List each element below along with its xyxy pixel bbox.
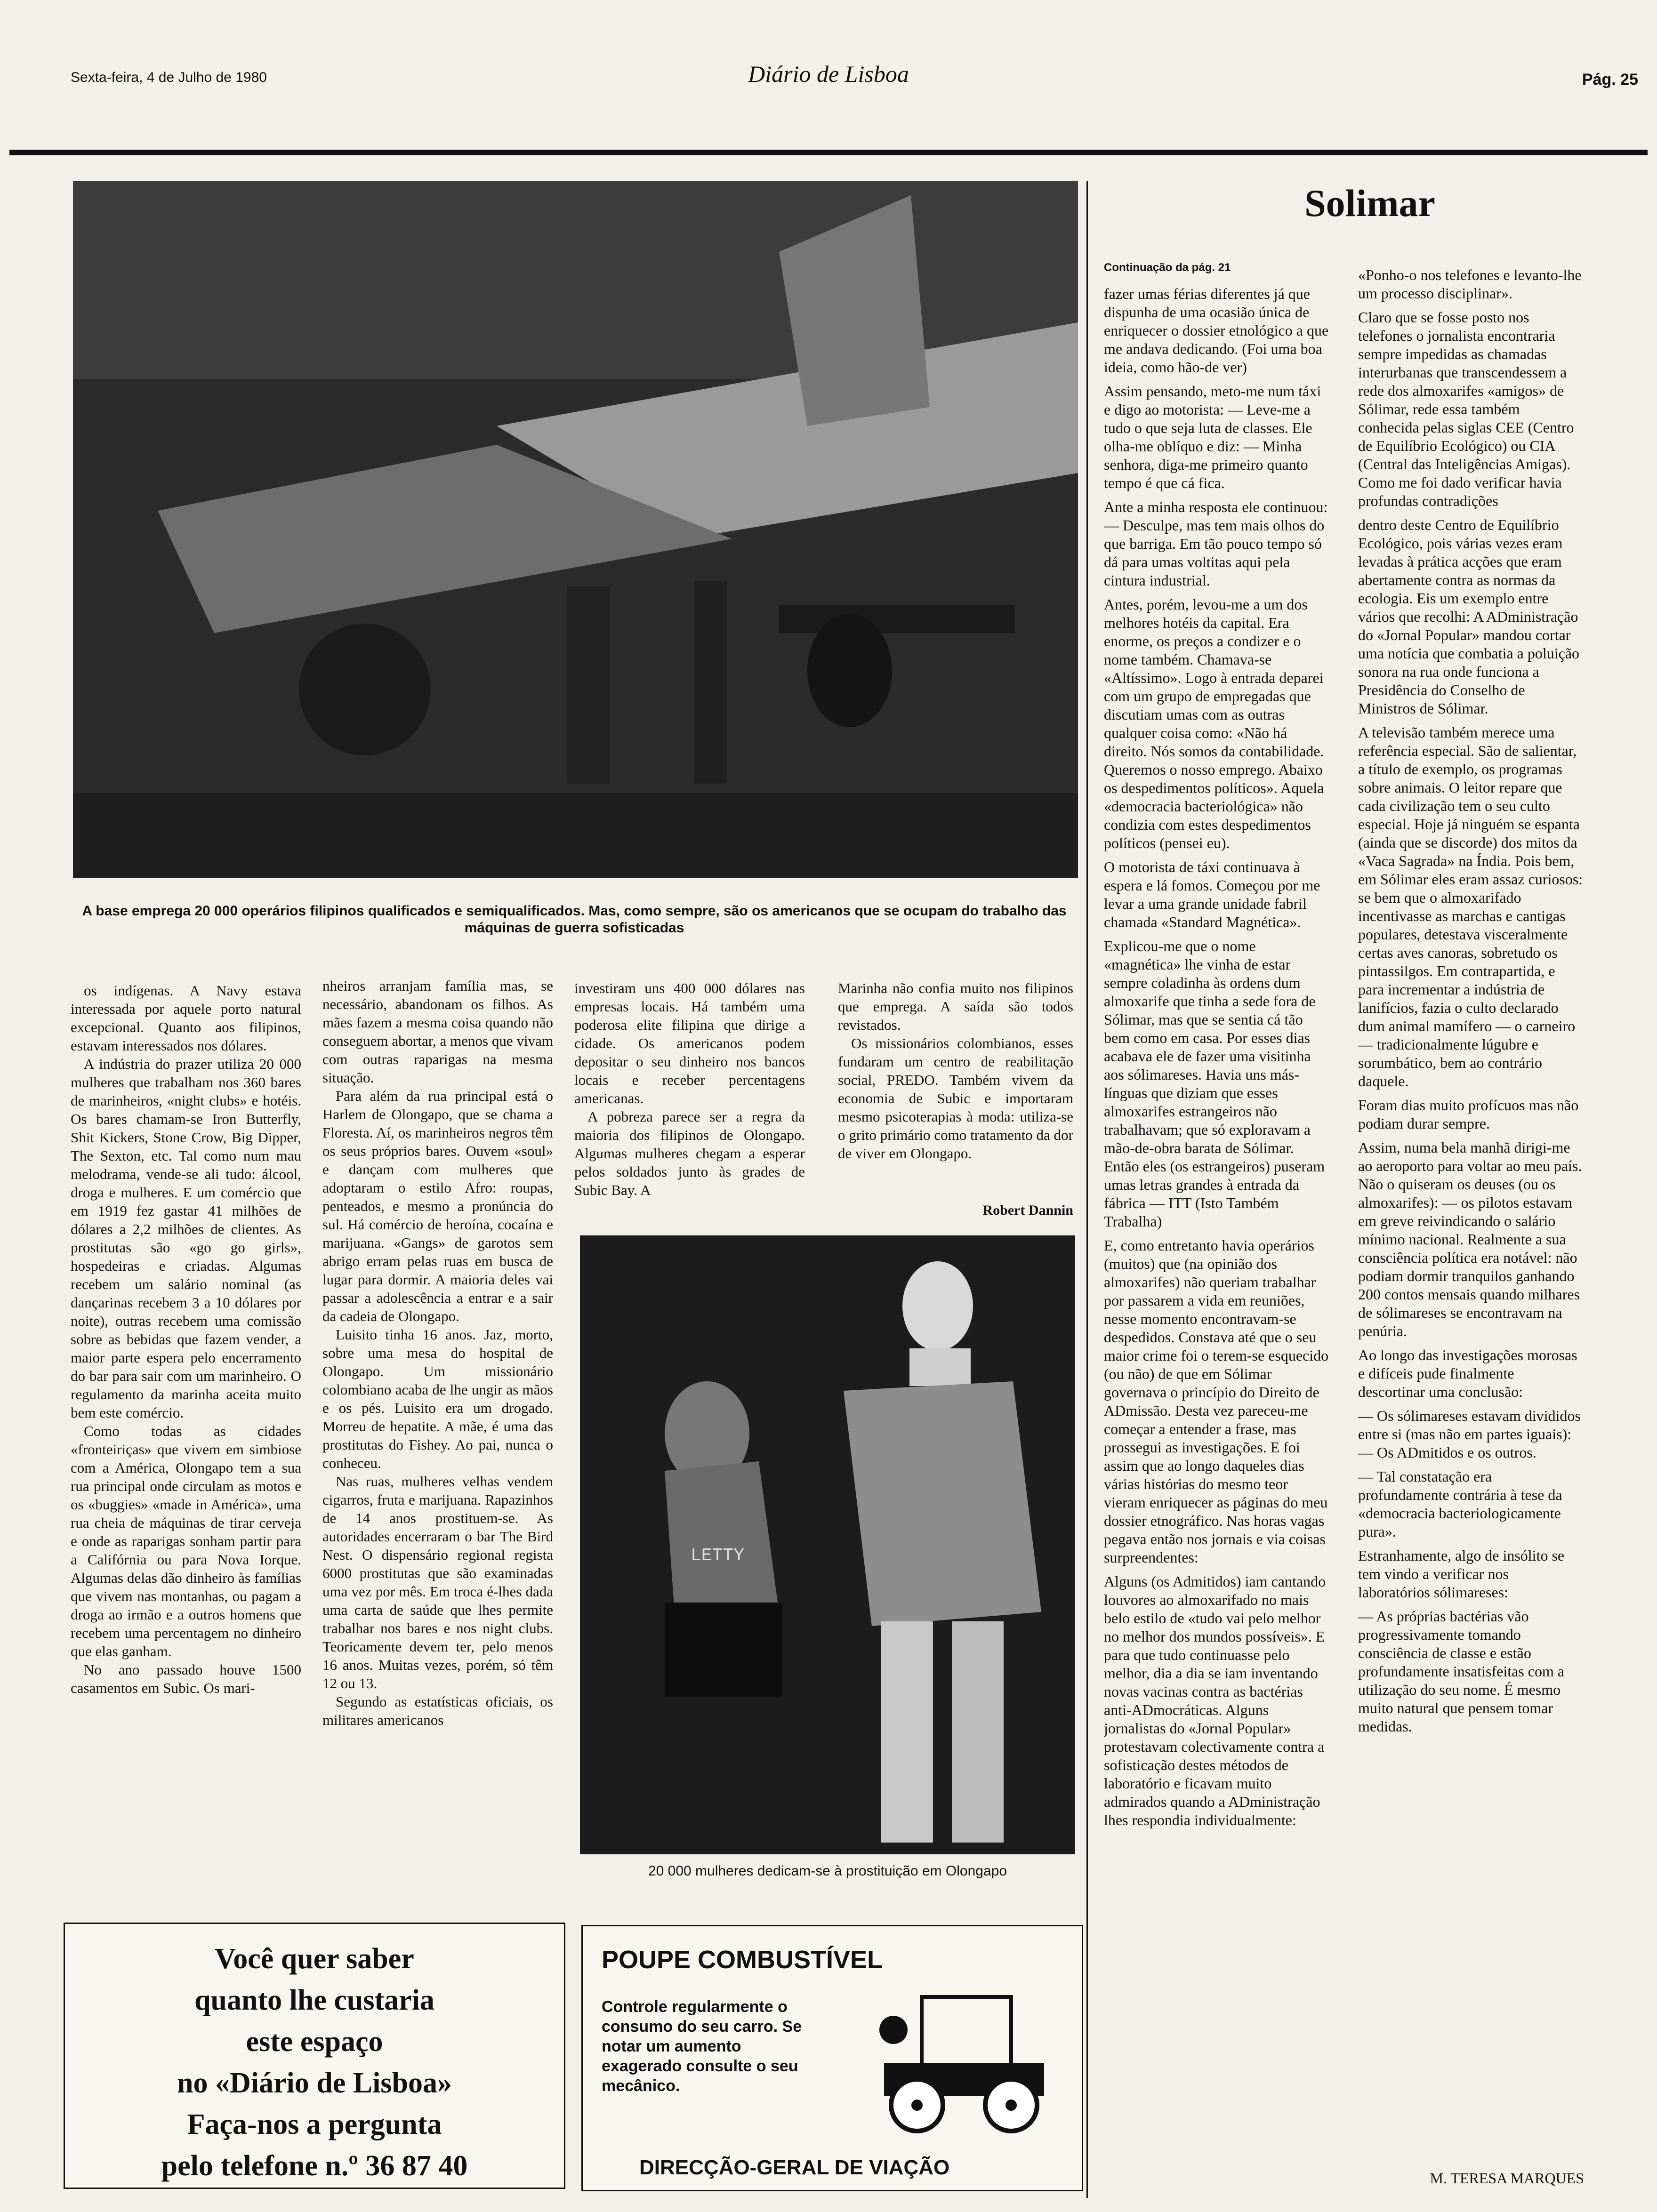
photo1-caption: A base emprega 20 000 operários filipinos qualificados e semiqualificados. Mas, como sempre, são os americanos que se ocupam do trabalho das máquinas de guerra sofisticadas bbox=[82, 903, 1067, 936]
shirt-text: LETTY bbox=[691, 1546, 745, 1566]
hangar-photo-illustration bbox=[73, 181, 1078, 878]
paragraph: Nas ruas, mulheres velhas vendem cigarros, fruta e marijuana. Rapazinhos de 14 anos prostituem-se. As autoridades encerraram o bar The Bird Nest. O dispensário regional regista 6000 prostitutas que são examinadas uma vez por mês. Em troca é-lhes dada uma carta de saúde que lhes permite trabalhar nos bares e nos night clubs. Teoricamente devem ter, pelo menos 16 anos. Muitas vezes, porém, só têm 12 ou 13. bbox=[322, 1473, 553, 1691]
fuel-ad bbox=[581, 1925, 1083, 2191]
paragraph: Os missionários colombianos, esses fundaram um centro de reabilitação social, PREDO. Também vivem da economia de Subic e importaram mesmo psicoterapias à moda: utiliza-se o grito primário como tratamento da dor de viver em Olongapo. bbox=[838, 1035, 1073, 1162]
paragraph: Explicou-me que o nome «magnética» lhe vinha de estar sempre coladinha às ordens dum almoxarife que tinha a sede fora de Sólimar, mas que se sentia cá tão bem como em casa. Por esses dias acabava ele de fazer uma visitinha aos sólimareses. Havia uns más-línguas que diziam que esses almoxarifes estrangeiros não trabalhavam; que só exploravam a mão-de-obra barata de Sólimar. Então eles (os estrangeiros) puseram umas letras grandes à entrada da fábrica — ITT (Isto Também Trabalha) bbox=[1104, 938, 1325, 1230]
fuel-ad-body: Controle regularmente o consumo do seu carro. Se notar um aumento exagerado consulte o seu mecânico. bbox=[602, 1998, 802, 2095]
olongapo-photo-illustration bbox=[580, 1235, 1075, 1854]
paragraph: — Os sólimareses estavam divididos entre si (mas não em partes iguais): — Os ADmitidos e os outros. bbox=[1358, 1407, 1581, 1461]
paper-name: Diário de Lisboa bbox=[748, 61, 909, 87]
page-number: Pág. 25 bbox=[1582, 71, 1638, 88]
hangar-photo bbox=[73, 181, 1078, 878]
paragraph: os indígenas. A Navy estava interessada por aquele porto natural excepcional. Quanto aos filipinos, estavam interessados nos dólares. bbox=[71, 982, 301, 1054]
paragraph: Estranhamente, algo de insólito se tem vindo a verificar nos laboratórios sólimareses: bbox=[1358, 1547, 1565, 1601]
paragraph: A indústria do prazer utiliza 20 000 mulheres que trabalham nos 360 bares de marinheiros, «night clubs» e hotéis. Os bares chamam-se Iron Butterfly, Shit Kickers, Stone Crow, Big Dipper, The Sexton, etc. Tal como num mau melodrama, vende-se ali tudo: álcool, droga e mulheres. E um comércio que em 1919 fez gastar 41 milhões de dólares a 2,2 milhões de clientes. As prostitutas são «go go girls», hospedeiras e criadas. Algumas recebem um salário nominal (as dançarinas recebem 3 a 10 dólares por noite), outras recebem uma comissão sobre as bebidas que fazem vender, a maior parte espera pelo encerramento do bar para sair com um marinheiro. O regulamento da marinha aceita muito bem este comércio. bbox=[71, 1056, 301, 1421]
paragraph: No ano passado houve 1500 casamentos em Subic. Os mari- bbox=[71, 1661, 301, 1696]
paragraph: nheiros arranjam família mas, se necessário, abandonam os filhos. As mães fazem a mesma coisa quando não conseguem abortar, a menos que vivam com outras raparigas na mesma situação. bbox=[322, 978, 553, 1086]
paragraph: Alguns (os Admitidos) iam cantando louvores ao almoxarifado no mais belo estilo de «tudo vai pelo melhor no melhor dos mundos possíveis». E para que tudo continuasse pelo melhor, dia a dia se iam inventando novas vacinas contra as bactérias anti-ADmocráticas. Alguns jornalistas do «Jornal Popular» protestavam colectivamente contra a sofisticação destes métodos de laboratório e ficavam muito admirados quando a ADministração lhes respondia individualmente: bbox=[1104, 1573, 1326, 1828]
paragraph: «Ponho-o nos telefones e levanto-lhe um processo disciplinar». bbox=[1358, 266, 1582, 302]
paragraph: A pobreza parece ser a regra da maioria dos filipinos de Olongapo. Algumas mulheres chegam a esperar pelos soldados junto às grades de Subic Bay. A bbox=[574, 1108, 805, 1198]
paragraph: E, como entretanto havia operários (muitos) que (na opinião dos almoxarifes) não queriam trabalhar por passarem a vida em reuniões, nesse momento encontravam-se despedidos. Constava até que o seu maior crime foi o terem-se esquecido (ou não) de que em Sólimar governava o princípio do Direito de ADmissão. Desta vez pareceu-me começar a entender a frase, mas prossegui as investigações. E foi assim que ao longo daqueles dias várias histórias do mesmo teor vieram enriquecer as páginas do meu dossier etnográfico. Nas horas vagas pegava então nos jornais e via coisas surpreendentes: bbox=[1104, 1237, 1329, 1566]
ad-line: no «Diário de Lisboa» bbox=[177, 2067, 452, 2099]
paragraph: dentro deste Centro de Equilíbrio Ecológico, pois várias vezes eram levadas à prática acções que eram abertamente contra as normas da ecologia. Eis um exemplo entre vários que recolhi: A ADministração do «Jornal Popular» mandou cortar uma notícia que combatia a poluição sonora na rua onde funciona a Presidência do Conselho de Ministros de Sólimar. bbox=[1358, 516, 1580, 717]
article-col-1 bbox=[71, 981, 301, 1904]
paragraph: fazer umas férias diferentes já que dispunha de uma ocasião única de enriquecer o dossier etnológico a que me andava dedicando. (Foi uma boa ideia, como hão-de ver) bbox=[1104, 285, 1329, 376]
ad-line: Você quer saber bbox=[215, 1943, 414, 1975]
paragraph: Assim, numa bela manhã dirigi-me ao aeroporto para voltar ao meu país. Não o quiseram os deuses (ou os almoxarifes): — os pilotos estavam em greve reivindicando o salário mínimo nacional. Realmente a sua consciência política era notável: não podiam dormir tranquilos ganhando 200 contos mensais quando milhares de sólimareses se encontravam na penúria. bbox=[1358, 1139, 1582, 1339]
olongapo-photo bbox=[580, 1235, 1075, 1854]
photo2-caption: 20 000 mulheres dedicam-se à prostituição em Olongapo bbox=[648, 1863, 1007, 1879]
paragraph: — Tal constatação era profundamente contrária à tese da «democracia bacteriologicamente pura». bbox=[1358, 1468, 1562, 1540]
solimar-continuation: Continuação da pág. 21 bbox=[1104, 261, 1231, 274]
paragraph: Ante a minha resposta ele continuou: — Desculpe, mas tem mais olhos do que barriga. Em tão pouco tempo só dá para umas voltitas aqui pela cintura industrial. bbox=[1104, 498, 1328, 589]
article-col-2 bbox=[322, 977, 553, 1904]
paragraph: A televisão também merece uma referência especial. São de salientar, a título de exemplo, os programas sobre animais. O leitor repare que cada civilização tem o seu culto especial. Hoje já ninguém se espanta (ainda que se discorde) dos mitos da «Vaca Sagrada» na Índia. Pois bem, em Sólimar eles eram assaz curiosos: se bem que o almoxarifado incentivasse as marchas e cantigas populares, detestava visceralmente certas aves canoras, sobretudo os pintassilgos. Em contrapartida, e para incrementar a indústria de lanifícios, fazia o culto declarado dum animal mamífero — o carneiro — tradicionalmente lúgubre e sorumbático, bem ao contrário daquele. bbox=[1358, 724, 1583, 1090]
paragraph: Claro que se fosse posto nos telefones o jornalista encontraria sempre impedidas as chamadas interurbanas que transcendessem a rede dos almoxarifes «amigos» de Sólimar, rede essa também conhecida pelas siglas CEE (Centro de Equilíbrio Ecológico) ou CIA (Central das Inteligências Amigas). Como me foi dado verificar havia profundas contradições bbox=[1358, 309, 1574, 509]
header-date: Sexta-feira, 4 de Julho de 1980 bbox=[71, 70, 267, 85]
solimar-col-b bbox=[1358, 266, 1584, 2132]
paragraph: Foram dias muito profícuos mas não podiam durar sempre. bbox=[1358, 1097, 1579, 1132]
ad-line: quanto lhe custaria bbox=[194, 1984, 434, 2016]
paragraph: Luisito tinha 16 anos. Jaz, morto, sobre uma mesa do hospital de Olongapo. Um missionário colombiano acaba de lhe ungir as mãos e os pés. Luisito era um drogado. Morreu de hepatite. A mãe, é uma das prostitutas do Fishey. Ao pai, nunca o conheceu. bbox=[322, 1326, 553, 1471]
advertising-ad bbox=[64, 1923, 565, 2189]
solimar-title: Solimar bbox=[1304, 182, 1435, 224]
masthead-rule bbox=[9, 150, 1648, 155]
paragraph: O motorista de táxi continuava à espera e lá fomos. Começou por me levar a uma grande unidade fabril chamada «Standard Magnética». bbox=[1104, 858, 1320, 930]
paragraph: Antes, porém, levou-me a um dos melhores hotéis da capital. Era enorme, os preços a condizer e o nome também. Chamava-se «Altíssimo». Logo à entrada deparei com um grupo de empregadas que discutiam umas com as outras qualquer coisa como: «Não há direito. Nós somos da contabilidade. Queremos o nosso emprego. Abaixo os despedimentos políticos». Aquela «democracia bacteriológica» não condizia com estes despedimentos políticos (pensei eu). bbox=[1104, 596, 1324, 851]
paragraph: Ao longo das investigações morosas e difíceis pude finalmente descortinar uma conclusão: bbox=[1358, 1346, 1577, 1400]
solimar-author: M. TERESA MARQUES bbox=[1430, 2170, 1584, 2187]
old-car-icon bbox=[865, 1983, 1063, 2143]
paragraph: Como todas as cidades «fronteiriças» que vivem em simbiose com a América, Olongapo tem a sua rua principal onde circulam as motos e os «buggies» «made in América», uma rua cheia de máquinas de tirar cerveja e onde as raparigas sonham partir para a Califórnia ou para Nova Iorque. Algumas delas dão dinheiro às famílias que vivem nas montanhas, ou pagam a droga ao irmão e a outros homens que recebem uma percentagem no dinheiro que elas ganham. bbox=[71, 1423, 301, 1659]
paragraph: Segundo as estatísticas oficiais, os militares americanos bbox=[322, 1693, 553, 1728]
fuel-ad-footer: DIRECÇÃO-GERAL DE VIAÇÃO bbox=[639, 2156, 950, 2179]
paragraph: Para além da rua principal está o Harlem de Olongapo, que se chama a Floresta. Aí, os marinheiros negros têm os seus próprios bares. Ouvem «soul» e dançam com mulheres que adoptaram o estilo Afro: roupas, penteados, e mesmo a pronúncia do sul. Há comércio de heroína, cocaína e marijuana. «Gangs» de garotos sem abrigo erram pelas ruas em busca de lugar para dormir. A maioria deles vai passar a adolescência a entrar e a sair da cadeia de Olongapo. bbox=[322, 1088, 553, 1324]
ad-line: pelo telefone n.º 36 87 40 bbox=[161, 2150, 468, 2182]
solimar-col-a bbox=[1104, 285, 1330, 2196]
fuel-ad-title: POUPE COMBUSTÍVEL bbox=[602, 1946, 883, 1974]
paragraph: Marinha não confia muito nos filipinos que emprega. A saída são todos revistados. bbox=[838, 980, 1073, 1033]
article-col-4 bbox=[838, 979, 1073, 1205]
paragraph: investiram uns 400 000 dólares nas empresas locais. Há também uma poderosa elite filipina que dirige a cidade. Os americanos podem depositar o seu dinheiro nos bancos locais e receber percentagens americanas. bbox=[574, 980, 805, 1106]
column-divider bbox=[1086, 181, 1088, 2198]
paragraph: Assim pensando, meto-me num táxi e digo ao motorista: — Leve-me a tudo o que seja luta de classes. Ele olha-me oblíquo e diz: — Minha senhora, diga-me primeiro quanto tempo é que cá fica. bbox=[1104, 383, 1321, 491]
article-col-3 bbox=[574, 979, 805, 1228]
paragraph: — As próprias bactérias vão progressivamente tomando consciência de classe e estão profundamente insatisfeitas com a utilização do seu nome. É mesmo muito natural que pensem tomar medidas. bbox=[1358, 1608, 1565, 1735]
article-author: Robert Dannin bbox=[982, 1202, 1073, 1218]
ad-line: Faça-nos a pergunta bbox=[187, 2108, 442, 2140]
ad-line: este espaço bbox=[246, 2026, 383, 2058]
